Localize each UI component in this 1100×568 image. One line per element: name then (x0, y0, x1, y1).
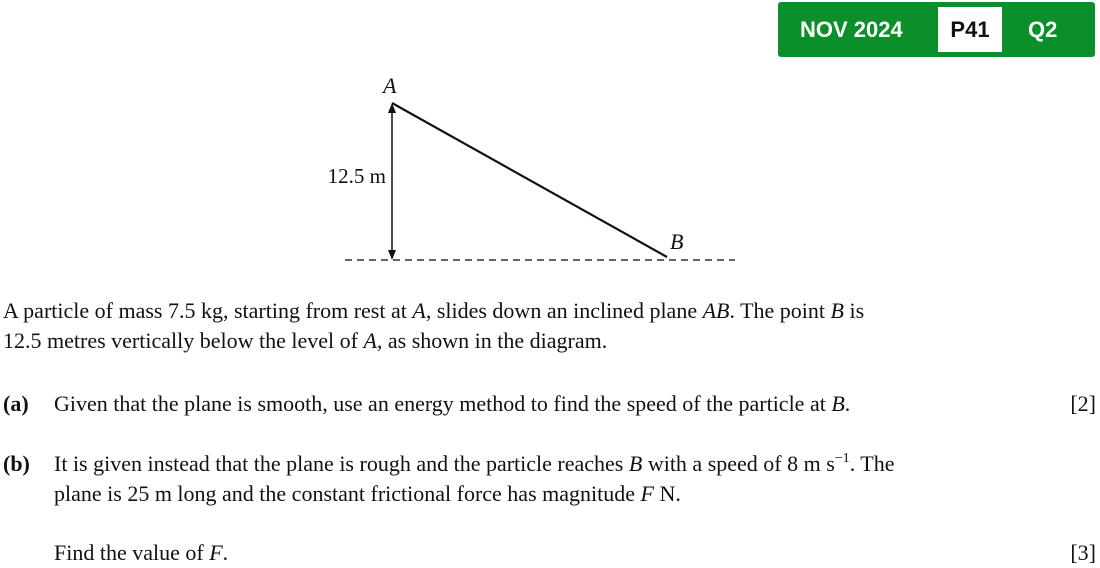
paper-number-label: P41 (938, 7, 1002, 52)
part-a-label: (a) (3, 391, 29, 416)
height-label: 12.5 m (327, 164, 386, 188)
part-a-marks: [2] (1070, 391, 1096, 416)
question-number-label: Q2 (1028, 17, 1058, 42)
point-b-label: B (670, 229, 684, 254)
point-a-label: A (383, 73, 397, 98)
exam-session-label: NOV 2024 (800, 17, 903, 42)
question-reference-badge (778, 2, 1095, 57)
inclined-plane-diagram (0, 0, 760, 280)
part-b-text-line-1: It is given instead that the plane is rough and the particle reaches B with a speed of 8 m $s^{-1}$. The (54, 451, 895, 476)
part-b-text-line-2: plane is 25 m long and the constant frictional force has magnitude F N. (54, 481, 681, 506)
part-b-marks: [3] (1070, 540, 1096, 565)
question-intro-line-2: 12.5 metres vertically below the level of A, as shown in the diagram. (3, 328, 608, 353)
part-b-label: (b) (3, 451, 30, 476)
question-intro-line-1: A particle of mass 7.5 kg, starting from rest at A, slides down an inclined plane AB. The point B is (3, 298, 865, 323)
inclined-plane-line (392, 103, 667, 257)
part-a-text: Given that the plane is smooth, use an energy method to find the speed of the particle at B. (54, 391, 851, 416)
part-b-find-instruction: Find the value of F. (54, 540, 229, 565)
